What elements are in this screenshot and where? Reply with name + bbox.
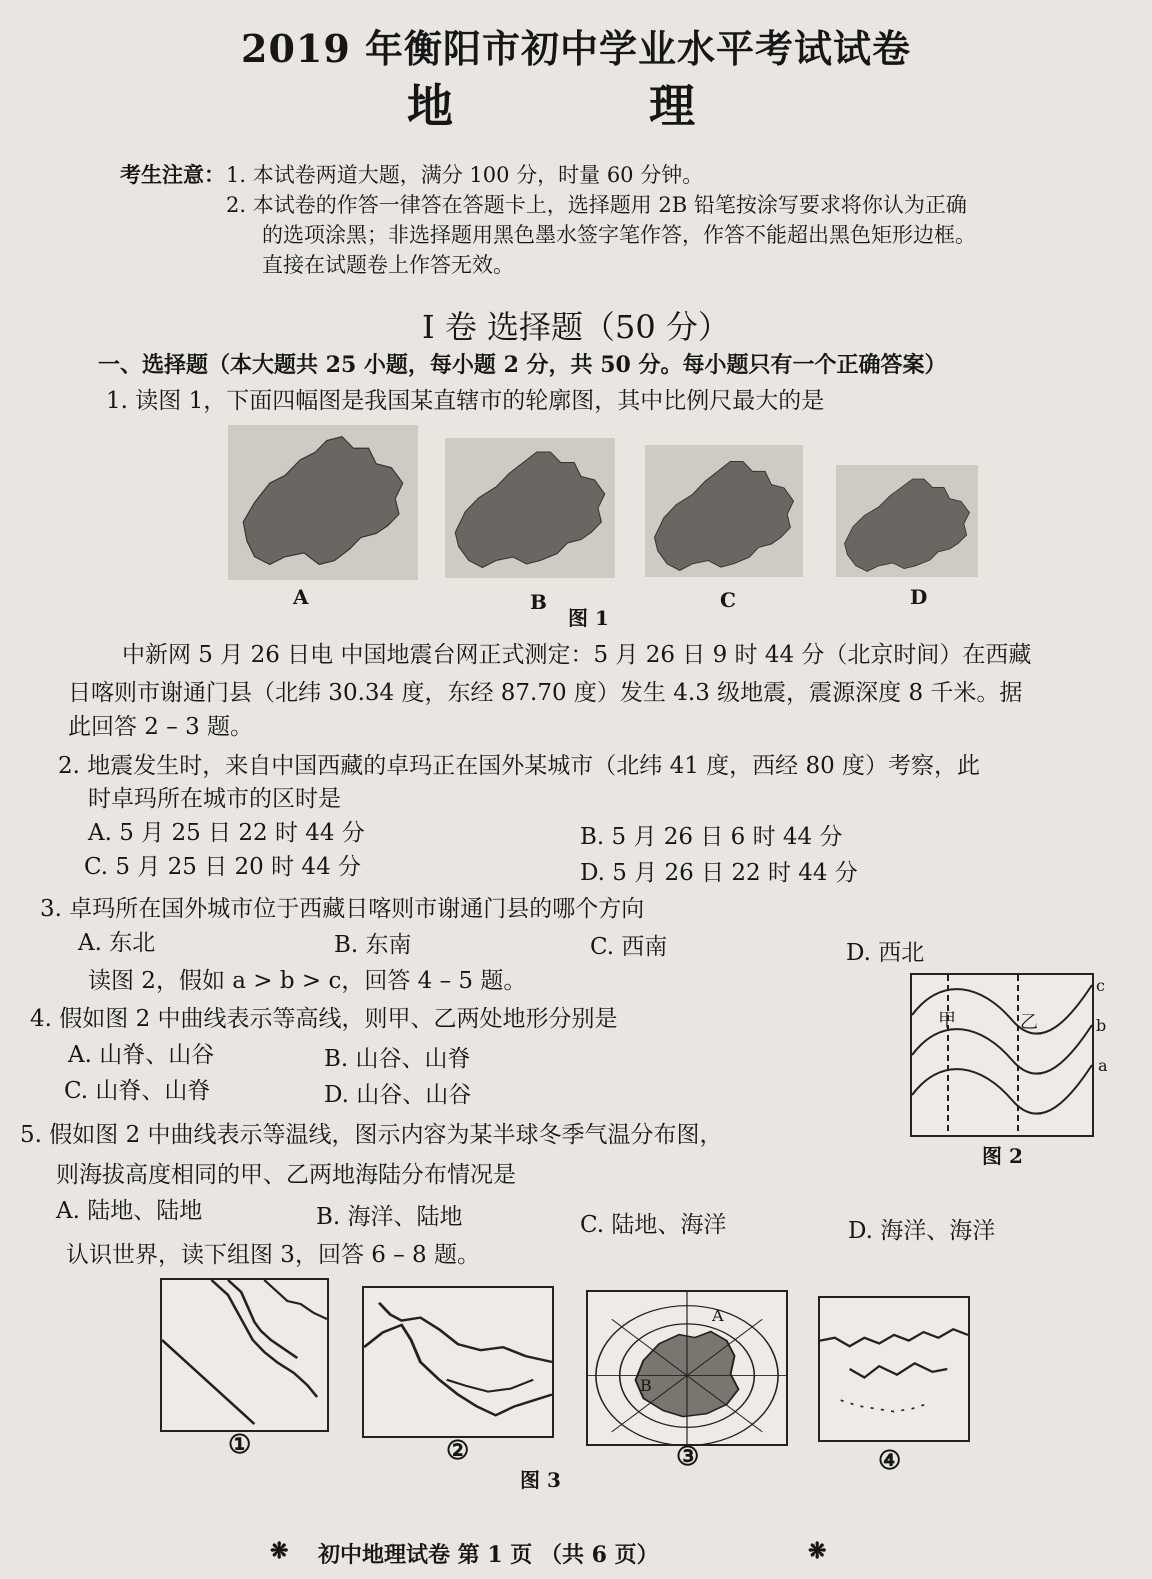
fig2-intro: 读图 2，假如 a > b > c，回答 4 – 5 题。 — [88, 968, 527, 994]
fig1-label-d: D — [910, 585, 928, 609]
fig3-label-4: ④ — [878, 1446, 902, 1476]
section-heading: 一、选择题（本大题共 25 小题，每小题 2 分，共 50 分。每小题只有一个正确答案） — [98, 352, 947, 378]
section-title: I 卷 选择题（50 分） — [422, 308, 730, 346]
question-3-option-a: A. 东北 — [78, 930, 156, 956]
fig1-label-a: A — [293, 585, 309, 609]
fig1-label-c: C — [720, 588, 736, 612]
fig1-map-c — [645, 445, 803, 577]
footer-page-info: 初中地理试卷 第 1 页 （共 6 页） — [318, 1542, 659, 1568]
question-2-option-a: A. 5 月 25 日 22 时 44 分 — [88, 820, 365, 846]
fig3-polar-label-b: B — [640, 1376, 652, 1395]
question-2-option-d: D. 5 月 26 日 22 时 44 分 — [580, 860, 858, 886]
fig2-label-b: b — [1096, 1016, 1107, 1035]
notice-line: 的选项涂黑；非选择题用黑色墨水签字笔作答，作答不能超出黑色矩形边框。 — [262, 223, 976, 247]
question-5-option-c: C. 陆地、海洋 — [580, 1212, 727, 1238]
fig2-label-yi: 乙 — [1020, 1012, 1038, 1033]
fig3-caption: 图 3 — [520, 1468, 561, 1492]
fig1-map-a — [228, 425, 418, 580]
fig3-label-1: ① — [228, 1430, 252, 1460]
fig2-caption: 图 2 — [982, 1144, 1023, 1168]
notice-label: 考生注意： — [120, 162, 225, 187]
footer-star-right: ❋ — [808, 1538, 827, 1564]
fig3-map-3 — [586, 1290, 788, 1446]
notice-line: 直接在试题卷上作答无效。 — [262, 253, 514, 277]
fig3-label-2: ② — [446, 1436, 470, 1466]
question-3-option-d: D. 西北 — [846, 940, 925, 966]
question-4-option-a: A. 山脊、山谷 — [68, 1042, 215, 1068]
question-5-option-d: D. 海洋、海洋 — [848, 1218, 996, 1244]
exam-title: 2019 年衡阳市初中学业水平考试试卷 — [241, 26, 911, 71]
fig2-label-a: a — [1098, 1056, 1108, 1075]
fig1-map-b — [445, 438, 615, 578]
question-1-stem: 1. 读图 1，下面四幅图是我国某直辖市的轮廓图，其中比例尺最大的是 — [106, 388, 825, 414]
question-2-stem: 时卓玛所在城市的区时是 — [88, 786, 341, 812]
question-3-option-b: B. 东南 — [334, 932, 412, 958]
footer-star-left: ❋ — [270, 1538, 289, 1564]
question-4-option-d: D. 山谷、山谷 — [324, 1082, 472, 1108]
question-4-stem: 4. 假如图 2 中曲线表示等高线，则甲、乙两处地形分别是 — [30, 1006, 618, 1032]
fig3-intro: 认识世界，读下组图 3，回答 6 – 8 题。 — [66, 1242, 480, 1268]
fig3-map-1 — [160, 1278, 329, 1432]
question-5-stem: 则海拔高度相同的甲、乙两地海陆分布情况是 — [56, 1162, 516, 1188]
question-2-stem: 2. 地震发生时，来自中国西藏的卓玛正在国外某城市（北纬 41 度，西经 80 度）考察，此 — [58, 753, 981, 779]
fig1-map-d — [836, 465, 978, 577]
question-4-option-b: B. 山谷、山脊 — [324, 1046, 471, 1072]
passage-line: 中新网 5 月 26 日电 中国地震台网正式测定：5 月 26 日 9 时 44 分（北京时间）在西藏 — [122, 642, 1032, 668]
fig3-map-4 — [818, 1296, 970, 1442]
fig3-label-3: ③ — [676, 1442, 700, 1472]
question-5-option-b: B. 海洋、陆地 — [316, 1204, 463, 1230]
passage-line: 此回答 2 – 3 题。 — [68, 714, 254, 740]
question-5-option-a: A. 陆地、陆地 — [56, 1198, 203, 1224]
notice-line: 2. 本试卷的作答一律答在答题卡上，选择题用 2B 铅笔按涂写要求将你认为正确 — [226, 193, 967, 217]
question-3-stem: 3. 卓玛所在国外城市位于西藏日喀则市谢通门县的哪个方向 — [40, 896, 645, 922]
fig2-label-jia: 甲 — [938, 1010, 956, 1031]
question-3-option-c: C. 西南 — [590, 934, 668, 960]
question-4-option-c: C. 山脊、山脊 — [64, 1078, 211, 1104]
question-2-option-b: B. 5 月 26 日 6 时 44 分 — [580, 824, 843, 850]
passage-line: 日喀则市谢通门县（北纬 30.34 度，东经 87.70 度）发生 4.3 级地震，震源深度 8 千米。据 — [68, 680, 1023, 706]
fig1-caption: 图 1 — [568, 606, 609, 630]
question-5-stem: 5. 假如图 2 中曲线表示等温线，图示内容为某半球冬季气温分布图， — [20, 1122, 723, 1148]
question-2-option-c: C. 5 月 25 日 20 时 44 分 — [84, 854, 362, 880]
notice-line: 1. 本试卷两道大题，满分 100 分，时量 60 分钟。 — [226, 163, 704, 187]
fig1-label-b: B — [530, 590, 547, 614]
fig2-diagram — [910, 973, 1094, 1137]
fig2-label-c: c — [1096, 976, 1105, 995]
subject-title: 地 理 — [406, 79, 785, 133]
fig3-polar-label-a: A — [712, 1306, 724, 1325]
fig3-map-2 — [362, 1286, 554, 1438]
